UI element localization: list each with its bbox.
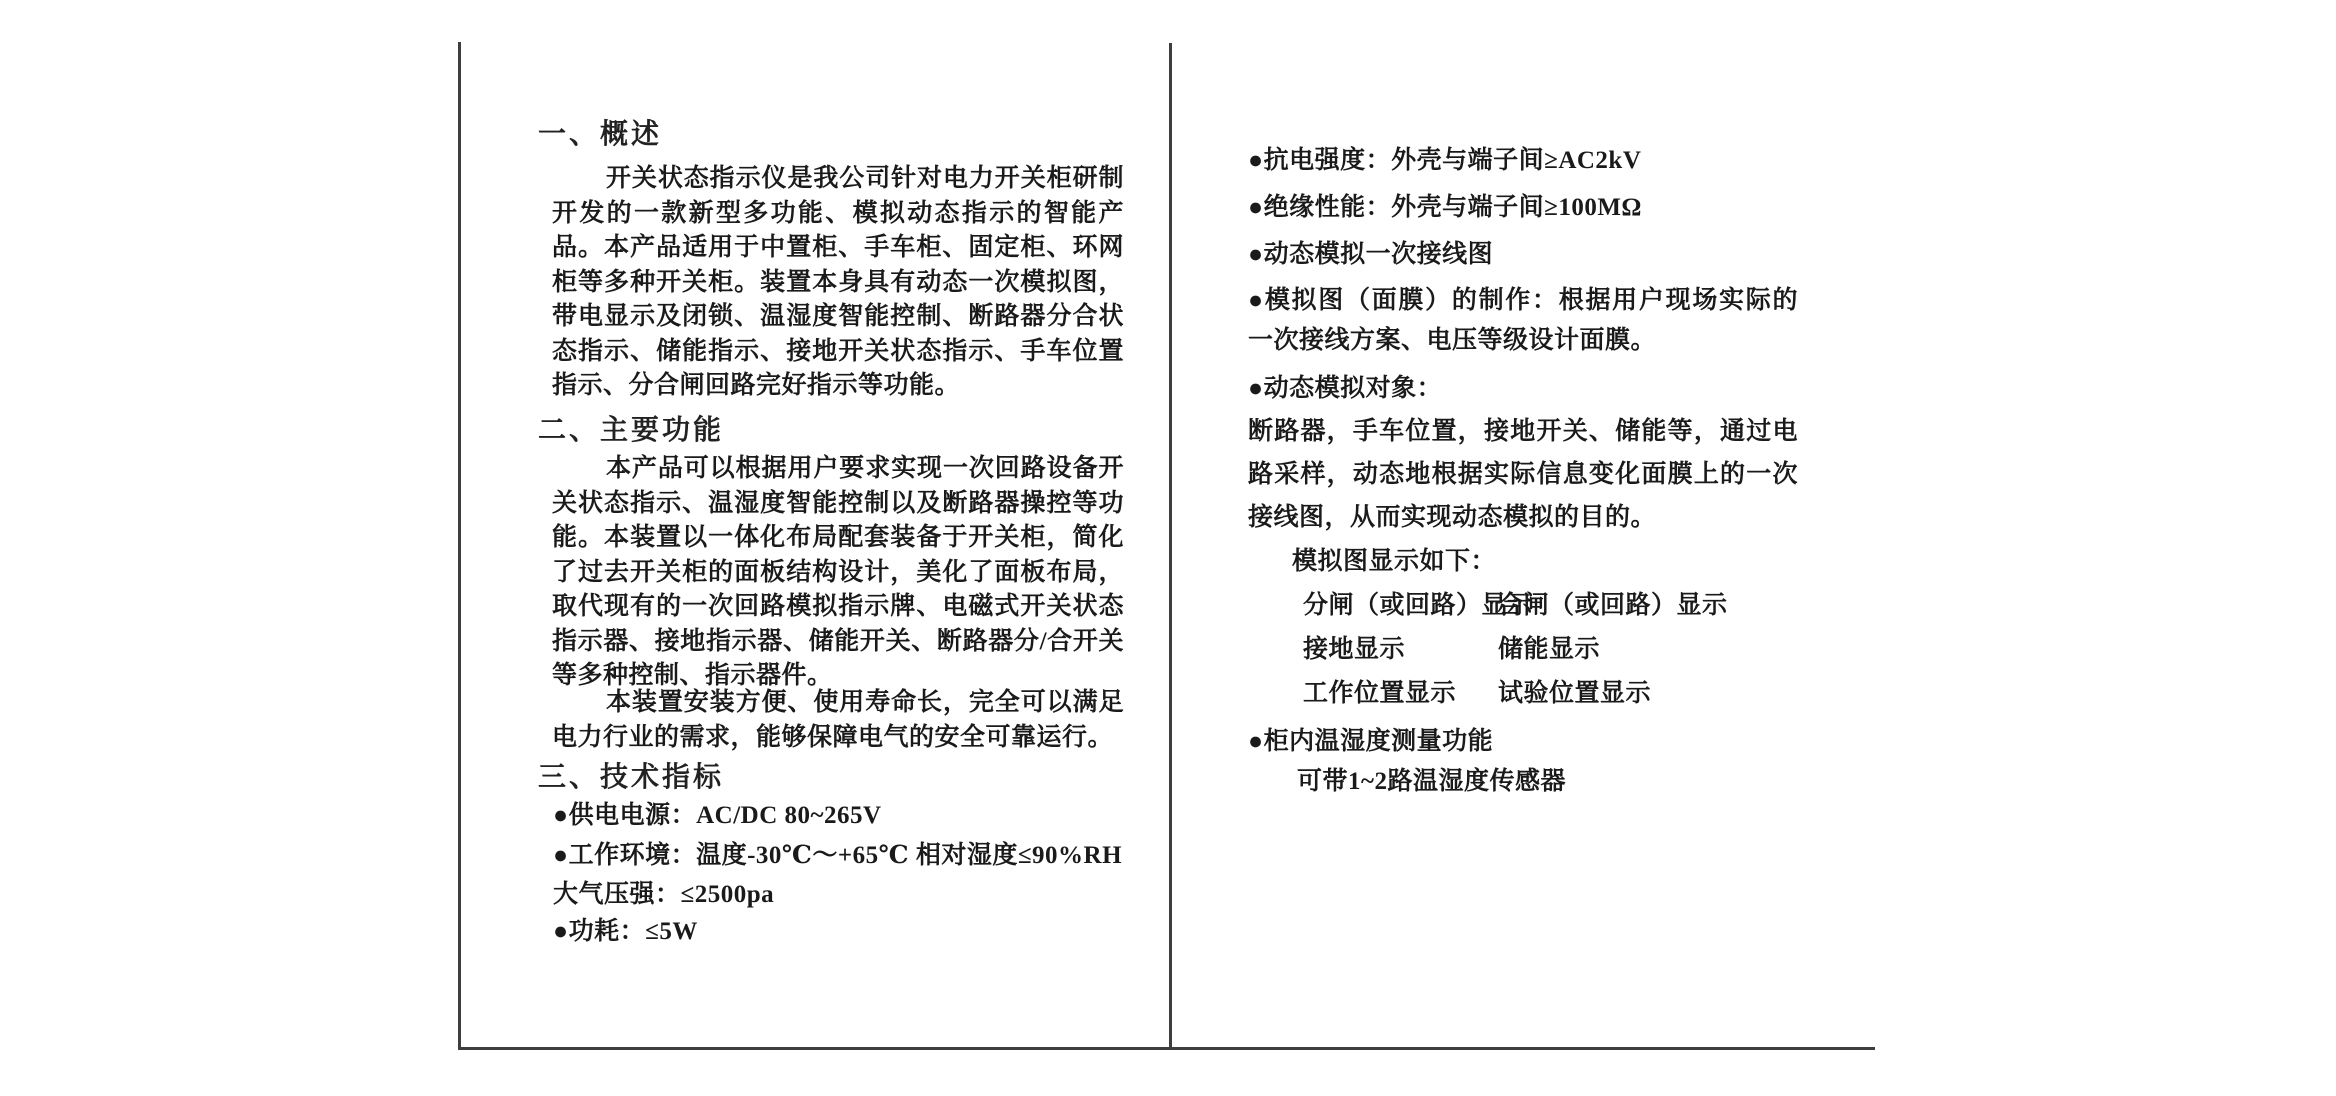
temp-humidity-note: 可带1~2路温湿度传感器 <box>1297 768 1567 795</box>
display-open-label: 分闸（或回路）显示 <box>1303 592 1533 619</box>
spec-atmospheric-pressure: 大气压强：≤2500pa <box>553 881 775 908</box>
section-heading-tech-specs: 三、技术指标 <box>538 761 725 792</box>
main-functions-paragraph-2: 本装置安装方便、使用寿命长，完全可以满足电力行业的需求，能够保障电气的安全可靠运行。 <box>552 689 1124 751</box>
display-energy-label: 储能显示 <box>1498 636 1601 663</box>
section-heading-overview: 一、概述 <box>538 118 663 149</box>
temp-humidity-heading: ●柜内温湿度测量功能 <box>1248 728 1494 755</box>
spec-working-environment: ●工作环境：温度-30℃～+65℃ 相对湿度≤90%RH <box>553 842 1123 869</box>
display-row-earth-energy <box>1248 629 1868 661</box>
display-test-position-label: 试验位置显示 <box>1498 680 1652 707</box>
spec-insulation-performance: ●绝缘性能：外壳与端子间≥100MΩ <box>1248 194 1642 221</box>
dynamic-objects-paragraph: 断路器，手车位置，接地开关、储能等，通过电路采样，动态地根据实际信息变化面膜上的一次接线图，从而实现动态模拟的目的。 <box>1248 418 1798 531</box>
main-functions-paragraph-1: 本产品可以根据用户要求实现一次回路设备开关状态指示、温湿度智能控制以及断路器操控等功能。本装置以一体化布局配套装备于开关柜，简化了过去开关柜的面板结构设计，美化了面板布局，取代现有的一次回路模拟指示牌、电磁式开关状态指示器、接地指示器、储能开关、断路器分/合开关等多种控制、指示器件。 <box>552 455 1124 689</box>
page-bottom-border <box>458 1047 1875 1050</box>
dynamic-objects-heading: ●动态模拟对象： <box>1248 375 1443 402</box>
spec-power-supply: ●供电电源：AC/DC 80~265V <box>553 802 882 829</box>
display-work-position-label: 工作位置显示 <box>1303 680 1457 707</box>
mimic-display-intro: 模拟图显示如下： <box>1292 548 1497 575</box>
overview-paragraph: 开关状态指示仪是我公司针对电力开关柜研制开发的一款新型多功能、模拟动态指示的智能产品。本产品适用于中置柜、手车柜、固定柜、环网柜等多种开关柜。装置本身具有动态一次模拟图，带电显示及闭锁、温湿度智能控制、断路器分合状态指示、储能指示、接地开关状态指示、手车位置指示、分合闸回路完好指示等功能。 <box>552 165 1124 399</box>
spec-dielectric-strength: ●抗电强度：外壳与端子间≥AC2kV <box>1248 147 1642 174</box>
display-close-label: 合闸（或回路）显示 <box>1498 592 1728 619</box>
page-center-divider <box>1169 43 1172 1049</box>
membrane-production-note: ●模拟图（面膜）的制作：根据用户现场实际的一次接线方案、电压等级设计面膜。 <box>1248 287 1798 354</box>
display-row-position <box>1248 673 1868 705</box>
display-row-breaker <box>1248 585 1868 617</box>
section-heading-main-functions: 二、主要功能 <box>538 414 725 445</box>
page-left-border <box>458 42 461 1049</box>
spec-dynamic-mimic-diagram: ●动态模拟一次接线图 <box>1248 241 1494 268</box>
spec-power-consumption: ●功耗：≤5W <box>553 918 698 945</box>
display-earthing-label: 接地显示 <box>1303 636 1406 663</box>
